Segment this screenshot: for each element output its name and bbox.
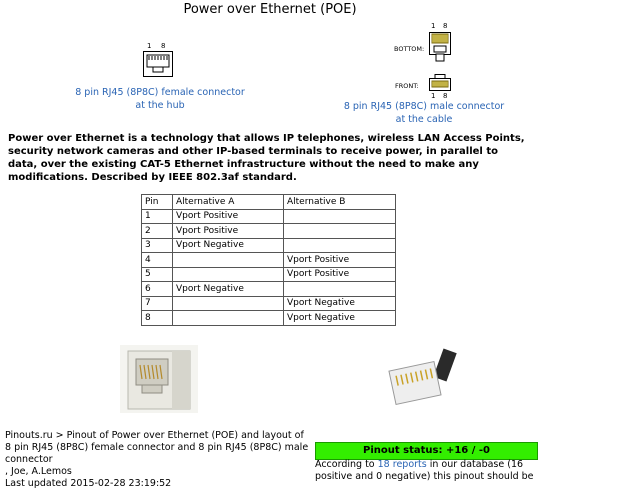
male-top-pin-last: 8 [443,22,448,30]
breadcrumb [5,430,310,466]
cell-alt-b [284,282,396,297]
description: Power over Ethernet is a technology that allows IP telephones, wireless LAN Access Points, security network cameras and other IP-based terminals to receive power, in parallel to data, over the existing CAT-5 Ethernet infrastructure without the need to make any modifications. Described by IEEE 802.3af standard. [8,133,525,183]
cell-pin: 4 [142,253,173,268]
cell-alt-a [173,311,284,326]
cell-alt-a: Vport Negative [173,282,284,297]
male-caption-line2: at the cable [395,114,453,125]
cell-pin: 1 [142,209,173,224]
table-header-row [142,195,396,210]
male-caption-line1: 8 pin RJ45 (8P8C) male connector [343,101,505,112]
female-caption-line2: at the hub [135,100,185,111]
breadcrumb-page-text: Pinout of Power over Ethernet (POE) and layout of 8 pin RJ45 (8P8C) female connector and 8 pin RJ45 (8P8C) male connector [5,430,309,465]
bottom-label: BOTTOM: [394,45,425,53]
breadcrumb-site-link[interactable]: Pinouts.ru [5,430,53,441]
male-connector-link[interactable] [330,100,518,126]
header-alt-b: Alternative B [284,195,396,210]
male-front-pin-last: 8 [443,92,448,100]
cell-alt-b [284,238,396,253]
female-pin-first-label: 1 [147,42,152,50]
breadcrumb-separator: > [52,430,67,441]
footer [5,430,310,490]
cell-alt-b: Vport Negative [284,296,396,311]
female-pin-last-label: 8 [161,42,166,50]
cell-alt-a [173,296,284,311]
cell-alt-a: Vport Positive [173,224,284,239]
header-pin: Pin [142,195,173,210]
cell-alt-b [284,209,396,224]
female-jack-photo [120,345,198,413]
female-connector-link[interactable] [60,86,260,112]
cell-alt-a [173,267,284,282]
rj45-male-bottom-icon [429,32,451,62]
cell-alt-a: Vport Negative [173,238,284,253]
status-text-after: in our database (16 positive and 0 negative) this pinout should be [315,459,534,482]
status-text-before: According to [315,459,378,470]
table-row [142,238,396,253]
cell-pin: 6 [142,282,173,297]
pinout-status-badge: Pinout status: +16 / -0 [315,442,538,460]
cell-alt-a [173,253,284,268]
cell-pin: 7 [142,296,173,311]
front-label: FRONT: [395,82,419,90]
table-row [142,296,396,311]
female-caption-line1: 8 pin RJ45 (8P8C) female connector [75,87,245,98]
cell-alt-b: Vport Positive [284,267,396,282]
cell-pin: 3 [142,238,173,253]
table-row [142,282,396,297]
cell-pin: 2 [142,224,173,239]
male-front-pin-first: 1 [431,92,436,100]
male-top-pin-first: 1 [431,22,436,30]
page-title: Power over Ethernet (POE) [183,2,357,17]
authors: , Joe, A.Lemos [5,466,72,477]
rj45-male-front-icon [429,74,451,92]
table-row [142,253,396,268]
rj45-female-icon [143,51,173,77]
reports-link[interactable]: 18 reports [377,459,427,470]
cell-alt-a: Vport Positive [173,209,284,224]
table-row [142,224,396,239]
male-plug-photo [384,346,466,410]
male-connector-diagram [392,20,472,102]
cell-alt-b [284,224,396,239]
female-connector-diagram [138,42,178,82]
status-description [315,459,535,483]
table-row [142,209,396,224]
table-row [142,311,396,326]
cell-pin: 5 [142,267,173,282]
table-row [142,267,396,282]
header-alt-a: Alternative A [173,195,284,210]
cell-alt-b: Vport Negative [284,311,396,326]
cell-alt-b: Vport Positive [284,253,396,268]
pinout-table [141,194,396,326]
last-updated: Last updated 2015-02-28 23:19:52 [5,478,172,489]
cell-pin: 8 [142,311,173,326]
